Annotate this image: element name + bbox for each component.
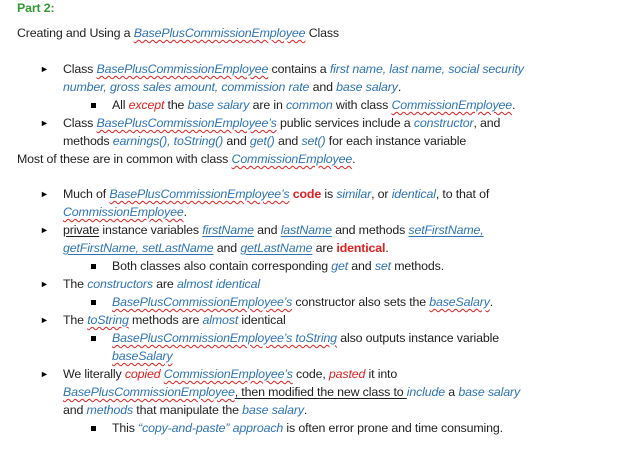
text-span: Class — [63, 116, 97, 130]
text-span: contains a — [268, 62, 330, 76]
text-span: getLastName — [240, 241, 313, 255]
text-span: first name, last name, social security — [329, 62, 524, 76]
bullet-arrow-icon: ► — [40, 369, 49, 379]
text-span: are in — [249, 98, 287, 112]
text-span: identical — [391, 187, 436, 201]
text-span: and — [213, 241, 241, 255]
text-span: similar — [336, 187, 372, 201]
bullet-4-line-1 — [63, 222, 484, 240]
text-span: is — [321, 187, 337, 201]
text-span: almost identical — [176, 277, 260, 291]
text-span: methods. — [390, 259, 444, 273]
text-span: methods — [63, 134, 113, 148]
bullet-7-line-2 — [63, 384, 520, 402]
text-span: private — [63, 223, 100, 237]
text-span: firstName — [202, 223, 254, 237]
bullet-arrow-icon: ► — [40, 64, 49, 74]
text-span: constructor — [413, 116, 474, 130]
text-span: and methods — [331, 223, 409, 237]
text-span: . — [352, 152, 356, 166]
text-span: setFirstName, — [408, 223, 484, 237]
text-span: except — [128, 98, 165, 112]
text-span: , to that of — [435, 187, 490, 201]
intro-text: Creating and Using a — [17, 26, 134, 40]
text-span: set — [374, 259, 391, 273]
text-span: Most of these are in common with class — [17, 152, 232, 166]
bullet-7-sub — [112, 420, 503, 438]
text-span: a — [445, 385, 459, 399]
bullet-6 — [63, 312, 286, 330]
text-span: . — [512, 98, 516, 112]
text-span: and — [309, 80, 337, 94]
square-bullet-icon — [91, 426, 96, 431]
text-span: get — [331, 259, 349, 273]
text-span: . — [303, 403, 308, 417]
text-span: earnings(), toString() — [112, 134, 224, 148]
text-span: pasted — [328, 367, 366, 381]
text-span: BasePlusCommissionEmployee’s — [96, 116, 277, 130]
text-span: lastName — [280, 223, 332, 237]
bullet-6-sub-line-2 — [112, 348, 173, 366]
text-span: and — [223, 134, 250, 148]
text-span: CommissionEmployee — [231, 152, 353, 166]
bullet-6-sub-line-1 — [112, 330, 499, 348]
text-span: , then modified the new class to — [234, 385, 407, 399]
text-span: BasePlusCommissionEmployee’s — [109, 187, 290, 201]
text-span: Much of — [63, 187, 110, 201]
text-span: code, — [292, 367, 329, 381]
text-span: it into — [365, 367, 398, 381]
text-span: common — [286, 98, 333, 112]
text-span: and — [274, 134, 302, 148]
text-span: constructor also sets the — [292, 295, 430, 309]
text-span: . — [183, 205, 187, 219]
bullet-4-line-2 — [63, 240, 389, 258]
bullet-arrow-icon: ► — [40, 189, 49, 199]
bullet-1-line-2 — [63, 79, 401, 97]
bullet-5-sub — [112, 294, 493, 312]
text-span: identical — [336, 241, 386, 255]
text-span: BasePlusCommissionEmployee — [63, 385, 235, 399]
text-span: number, gross sales amount, commission rate — [63, 80, 310, 94]
text-span: The — [63, 277, 88, 291]
bullet-arrow-icon: ► — [40, 315, 49, 325]
bullet-3-line-1 — [63, 186, 489, 204]
square-bullet-icon — [91, 103, 96, 108]
intro-class-name: BasePlusCommissionEmployee — [133, 26, 306, 40]
text-span: We literally — [63, 367, 125, 381]
text-span: baseSalary — [112, 349, 173, 363]
text-span: BasePlusCommissionEmployee — [96, 62, 269, 76]
text-span: . — [489, 295, 494, 309]
intro-text-end: Class — [305, 26, 339, 40]
text-span: methods — [86, 403, 134, 417]
square-bullet-icon — [91, 264, 96, 269]
bullet-1-sub — [112, 97, 515, 115]
text-span: base salary — [242, 403, 304, 417]
text-span: , and — [473, 116, 501, 130]
text-span: and — [253, 223, 281, 237]
text-span: CommissionEmployee — [63, 205, 184, 219]
text-span: BasePlusCommissionEmployee’s — [112, 295, 293, 309]
text-span: include — [406, 385, 445, 399]
text-span: methods are — [128, 313, 203, 327]
text-span: . — [397, 80, 402, 94]
text-span: with class — [332, 98, 392, 112]
text-span: code — [289, 187, 322, 201]
square-bullet-icon — [91, 300, 96, 305]
square-bullet-icon — [91, 336, 96, 341]
bullet-1-line-1 — [63, 61, 524, 79]
text-span: base salary — [336, 80, 398, 94]
page-title: Part 2: — [17, 1, 55, 15]
text-span: that manipulate the — [133, 403, 243, 417]
text-span: also outputs instance variable — [336, 331, 499, 345]
bullet-7-line-1 — [63, 366, 397, 384]
bullet-2-line-2 — [63, 133, 466, 151]
text-span: the — [164, 98, 188, 112]
text-span: instance variables — [99, 223, 203, 237]
text-span: are — [152, 277, 177, 291]
text-span: Class — [63, 62, 97, 76]
text-span: base salary — [458, 385, 521, 399]
text-span: This — [112, 421, 139, 435]
intro-line — [17, 25, 339, 43]
text-span: almost — [202, 313, 239, 327]
text-span: set() — [301, 134, 326, 148]
bullet-7-line-3 — [63, 402, 307, 420]
text-span: for each instance variable — [325, 134, 467, 148]
text-span: base salary — [187, 98, 250, 112]
text-span: CommissionEmployee — [391, 98, 512, 112]
text-span: All — [112, 98, 129, 112]
bullet-3-line-2 — [63, 204, 187, 222]
text-span: copied — [124, 367, 161, 381]
text-span: getFirstName, setLastName — [63, 241, 214, 255]
text-span: toString — [87, 313, 129, 327]
text-span: is often error prone and time consuming. — [283, 421, 503, 435]
text-span: Both classes also contain corresponding — [112, 259, 332, 273]
text-span: get() — [249, 134, 275, 148]
text-span: public services include a — [276, 116, 414, 130]
text-span: CommissionEmployee’s — [163, 367, 293, 381]
text-span: . — [385, 241, 389, 255]
common-note — [17, 151, 355, 169]
bullet-4-sub — [112, 258, 444, 276]
bullet-5 — [63, 276, 260, 294]
text-span: BasePlusCommissionEmployee’s toString — [112, 331, 337, 345]
bullet-arrow-icon: ► — [40, 225, 49, 235]
bullet-arrow-icon: ► — [40, 118, 49, 128]
bullet-2-line-1 — [63, 115, 500, 133]
text-span: identical — [238, 313, 286, 327]
text-span: baseSalary — [429, 295, 490, 309]
text-span: The — [63, 313, 88, 327]
text-span: , or — [371, 187, 392, 201]
text-span: are — [312, 241, 337, 255]
text-span: “copy-and-paste” approach — [138, 421, 284, 435]
text-span: constructors — [87, 277, 153, 291]
text-span: and — [348, 259, 375, 273]
bullet-arrow-icon: ► — [40, 279, 49, 289]
text-span: and — [63, 403, 87, 417]
